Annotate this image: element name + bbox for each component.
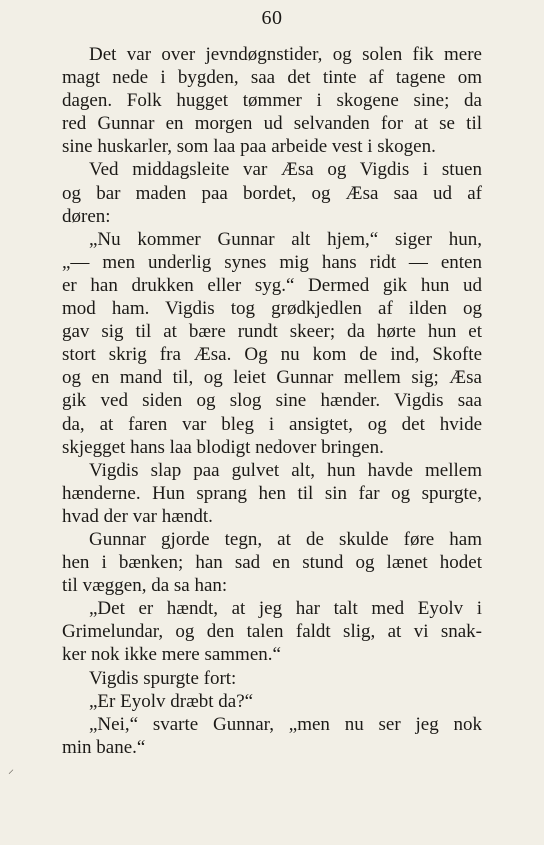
text-line: gav sig til at bære rundt skeer; da hørte hun et — [62, 321, 482, 343]
text-line: red Gunnar en morgen ud selvanden for at se til — [62, 113, 482, 135]
text-line: mod ham. Vigdis tog grødkjedlen af ilden og — [62, 298, 482, 320]
text-line: „Er Eyolv dræbt da?“ — [89, 690, 254, 712]
text-line: hvad der var hændt. — [62, 505, 213, 527]
text-line: sine huskarler, som laa paa arbeide vest i skogen. — [62, 136, 436, 158]
text-line: magt nede i bygden, saa det tinte af tagene om — [62, 67, 482, 89]
text-line: til væggen, da sa han: — [62, 575, 228, 597]
text-line: og bar maden paa bordet, og Æsa saa ud af — [62, 182, 482, 204]
text-line: „Nu kommer Gunnar alt hjem,“ siger hun, — [89, 228, 482, 250]
text-line: gik ved siden og slog sine hænder. Vigdis saa — [62, 390, 482, 412]
text-line: hænderne. Hun sprang hen til sin far og spurgte, — [62, 482, 482, 504]
text-line: skjegget hans laa blodigt nedover bringen. — [62, 436, 384, 458]
text-line: hen i bænken; han sad en stund og lænet hodet — [62, 552, 482, 574]
text-line: Ved middagsleite var Æsa og Vigdis i stuen — [89, 159, 482, 181]
text-line: Gunnar gjorde tegn, at de skulde føre ham — [89, 528, 482, 550]
text-line: Det var over jevndøgnstider, og solen fik mere — [89, 44, 482, 65]
text-line: „Det er hændt, at jeg har talt med Eyolv i — [89, 598, 482, 620]
text-line: og en mand til, og leiet Gunnar mellem sig; Æsa — [62, 367, 482, 389]
text-line: min bane.“ — [62, 736, 146, 758]
text-line: ker nok ikke mere sammen.“ — [62, 644, 281, 666]
text-line: døren: — [62, 205, 111, 227]
text-line: „— men underlig synes mig hans ridt — enten — [62, 251, 482, 273]
text-line: er han drukken eller syg.“ Dermed gik hun ud — [62, 274, 482, 296]
text-line: da, at faren var bleg i ansigtet, og det hvide — [62, 413, 482, 435]
page-number: 60 — [261, 7, 283, 29]
text-line: Vigdis spurgte fort: — [89, 667, 237, 689]
text-line: dagen. Folk hugget tømmer i skogene sine; da — [62, 90, 482, 112]
body-text — [62, 43, 482, 759]
text-line: „Nei,“ svarte Gunnar, „men nu ser jeg nok — [89, 713, 482, 735]
text-line: Vigdis slap paa gulvet alt, hun havde mellem — [89, 459, 482, 481]
text-line: stort skrig fra Æsa. Og nu kom de ind, Skofte — [62, 344, 482, 366]
text-line: Grimelundar, og den talen faldt slig, at vi snak- — [62, 621, 482, 643]
ink-speck: ⸝ — [8, 762, 15, 776]
